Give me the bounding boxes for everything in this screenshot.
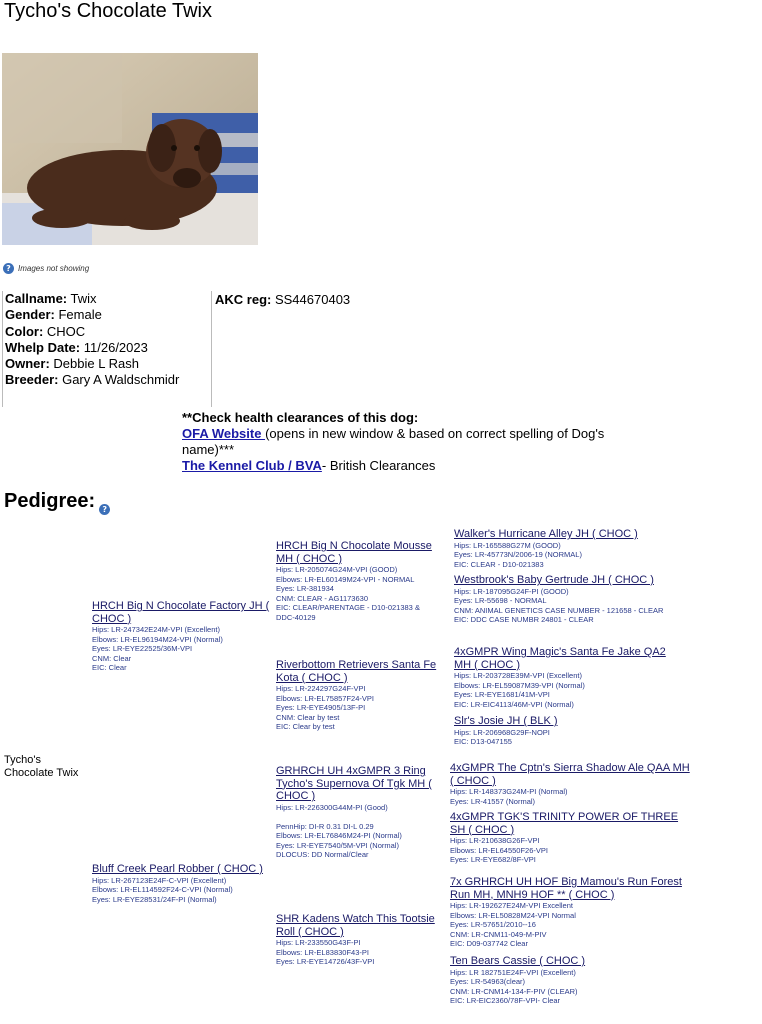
clearance-line: Eyes: LR-EYE22525/36M-VPI [92,644,193,654]
clearance-line: Eyes: LR-EYE7540/5M-VPI (Normal) [276,840,399,850]
pedigree-dsd [450,811,695,865]
dog-link[interactable]: Riverbottom Retrievers Santa Fe Kota ( CHOC ) [276,659,437,684]
clearance-line: Eyes: LR-41557 (Normal) [450,796,536,806]
clearance-line: Eyes: LR-EYE4905/13F-PI [276,703,366,713]
clearance-line: CNM: LR-CNM14-134-F-PIV (CLEAR) [450,986,578,996]
clearance-line [276,812,438,822]
pedigree-sire-sire [276,540,436,623]
pedigree-dam-dam [276,913,438,967]
info-breeder: Breeder: Gary A Waldschmidr [5,372,180,388]
pedigree-sss [454,528,694,569]
kc-note: - British Clearances [321,458,436,473]
clearance-line: CNM: ANIMAL GENETICS CASE NUMBER - 121658 - CLEAR [454,605,664,615]
pedigree-dam [92,863,270,904]
dog-link[interactable]: 4xGMPR Wing Magic's Santa Fe Jake QA2 MH ( CHOC ) [454,646,666,671]
clearance-line: CNM: Clear by test [276,712,340,722]
clearance-line: Eyes: LR-55698 - NORMAL [454,596,547,606]
clearance-line: Elbows: LR-EL83830F43-PI [276,947,369,957]
clearance-line: Hips: LR-267123E24F-C-VPI (Excellent) [92,875,227,885]
pedigree-sds [454,646,676,709]
clearance-line: CNM: CLEAR - AG1173630 [276,593,368,603]
clearance-line: EIC: Clear by test [276,722,335,732]
dog-link[interactable]: 4xGMPR TGK'S TRINITY POWER OF THREE SH ( CHOC ) [450,811,679,836]
page-title: Tycho's Chocolate Twix [4,0,212,22]
clearance-line: Elbows: LR-EL96194M24-VPI (Normal) [92,634,223,644]
clearance-line: Elbows: LR-EL59087M39-VPI (Normal) [454,680,585,690]
clearance-line: Hips: LR-247342E24M-VPI (Excellent) [92,625,220,634]
clearance-line: CNM: Clear [92,653,132,663]
image-note-text: Images not showing [18,264,90,273]
dog-link[interactable]: 7x GRHRCH UH HOF Big Mamou's Run Forest Run MH, MNH9 HOF ** ( CHOC ) [450,876,682,901]
clearance-line: CNM: LR-CNM11-049-M-PIV [450,929,547,939]
ofa-website-link[interactable]: OFA Website [182,426,266,441]
clearance-line: Eyes: LR-45773N/2006-19 (NORMAL) [454,550,582,560]
pedigree-ssd [454,574,664,625]
pedigree-sire-dam [276,659,438,732]
health-heading: **Check health clearances of this dog: [182,410,419,425]
clearance-line: Elbows: LR-EL114592F24-C-VPI (Normal) [92,885,233,895]
help-icon[interactable]: ? [99,504,110,515]
clearance-line: Hips: LR-187095G24F-PI (GOOD) [454,586,569,596]
dog-link[interactable]: HRCH Big N Chocolate Factory JH ( CHOC ) [92,600,270,625]
clearance-line: Elbows: LR-EL76846M24-PI (Normal) [276,831,402,841]
clearance-line: EIC: D09-037742 Clear [450,939,528,949]
dog-link[interactable]: Westbrook's Baby Gertrude JH ( CHOC ) [454,574,654,586]
clearance-line: Hips: LR-192627E24M-VPI Excellent [450,901,573,910]
clearance-line: EIC: CLEAR - D10-021383 [454,559,544,569]
clearance-line: Eyes: LR-54963(clear) [450,977,526,987]
clearance-line: Elbows: LR-EL75857F24-VPI [276,693,374,703]
clearance-line: Hips: LR-210638G26F-VPI [450,836,540,845]
clearance-line: EIC: LR-EIC2360/78F-VPI- Clear [450,996,561,1006]
clearance-line: Hips: LR-206968G29F-NOPI [454,727,550,737]
clearance-line: PennHip: DI-R 0.31 DI-L 0.29 [276,821,374,831]
pedigree-ddd [450,955,690,1006]
dog-link[interactable]: Bluff Creek Pearl Robber ( CHOC ) [92,863,263,875]
clearance-line: Eyes: LR-EYE682/8F-VPI [450,855,536,865]
akc-registration: AKC reg: SS44670403 [215,292,351,307]
clearance-line: Eyes: LR-57651/2010--16 [450,920,536,930]
clearance-line: Elbows: LR-EL50828M24-VPI Normal [450,910,576,920]
image-note [3,263,89,274]
pedigree-dam-sire [276,765,438,860]
pedigree-heading-text: Pedigree: [4,490,96,512]
clearance-line: DLOCUS: DD Normal/Clear [276,850,369,860]
pedigree-sdd [454,715,674,747]
clearance-line: Eyes: LR-EYE1681/41M-VPI [454,690,550,700]
clearance-line: EIC: DDC CASE NUMBR 24801 - CLEAR [454,615,594,625]
health-clearances [182,410,642,474]
clearance-line: EIC: D13-047155 [454,737,512,747]
info-whelp-date: Whelp Date: 11/26/2023 [5,339,148,355]
pedigree-dds [450,876,690,949]
clearance-line: Eyes: LR-381934 [276,584,334,594]
pedigree-sire [92,600,270,673]
clearance-line: Hips: LR 182751E24F-VPI (Excellent) [450,967,576,977]
kennel-club-link[interactable]: The Kennel Club / BVA [182,458,322,473]
clearance-line: Hips: LR-148373G24M-PI (Normal) [450,787,568,796]
pedigree-dss [450,762,695,806]
clearance-line: Hips: LR-233550G43F-PI [276,938,361,947]
dog-link[interactable]: Slr's Josie JH ( BLK ) [454,715,558,727]
dog-link[interactable]: SHR Kadens Watch This Tootsie Roll ( CHOC ) [276,913,435,938]
info-color: Color: CHOC [5,323,86,339]
dog-photo [2,53,258,245]
clearance-line: Hips: LR-205074G24M-VPI (GOOD) [276,565,398,574]
clearance-line: Hips: LR-226300G44M-PI (Good) [276,802,388,812]
ofa-note: (opens in new window & based on correct spelling of Dog's name)*** [182,426,605,457]
help-icon[interactable]: ? [3,263,14,274]
pedigree-subject: Tycho's Chocolate Twix [4,754,79,779]
pedigree-heading [4,490,110,513]
clearance-line: Elbows: LR-EL60149M24-VPI - NORMAL [276,574,415,584]
dog-link[interactable]: Walker's Hurricane Alley JH ( CHOC ) [454,528,638,540]
clearance-line: Hips: LR-224297G24F-VPI [276,684,366,693]
info-gender: Gender: Female [5,307,102,323]
clearance-line: EIC: LR-EIC4113/46M-VPI (Normal) [454,699,574,709]
dog-link[interactable]: GRHRCH UH 4xGMPR 3 Ring Tycho's Supernova Of Tgk MH ( CHOC ) [276,765,432,802]
clearance-line: EIC: CLEAR/PARENTAGE - D10-021383 & DDC-40129 [276,603,420,622]
dog-link[interactable]: HRCH Big N Chocolate Mousse MH ( CHOC ) [276,540,432,565]
clearance-line: Hips: LR-165588G27M (GOOD) [454,540,561,550]
dog-info-panel [2,291,212,407]
clearance-line: Hips: LR-203728E39M-VPI (Excellent) [454,671,582,680]
info-callname: Callname: Twix [5,291,97,306]
dog-link[interactable]: 4xGMPR The Cptn's Sierra Shadow Ale QAA MH ( CHOC ) [450,762,690,787]
clearance-line: Eyes: LR-EYE14726/43F-VPI [276,957,375,967]
clearance-line: Elbows: LR-EL64550F26-VPI [450,845,548,855]
clearance-line: EIC: Clear [92,663,127,673]
clearance-line: Eyes: LR-EYE28531/24F-PI (Normal) [92,894,217,904]
dog-link[interactable]: Ten Bears Cassie ( CHOC ) [450,955,586,967]
info-owner: Owner: Debbie L Rash [5,356,139,372]
